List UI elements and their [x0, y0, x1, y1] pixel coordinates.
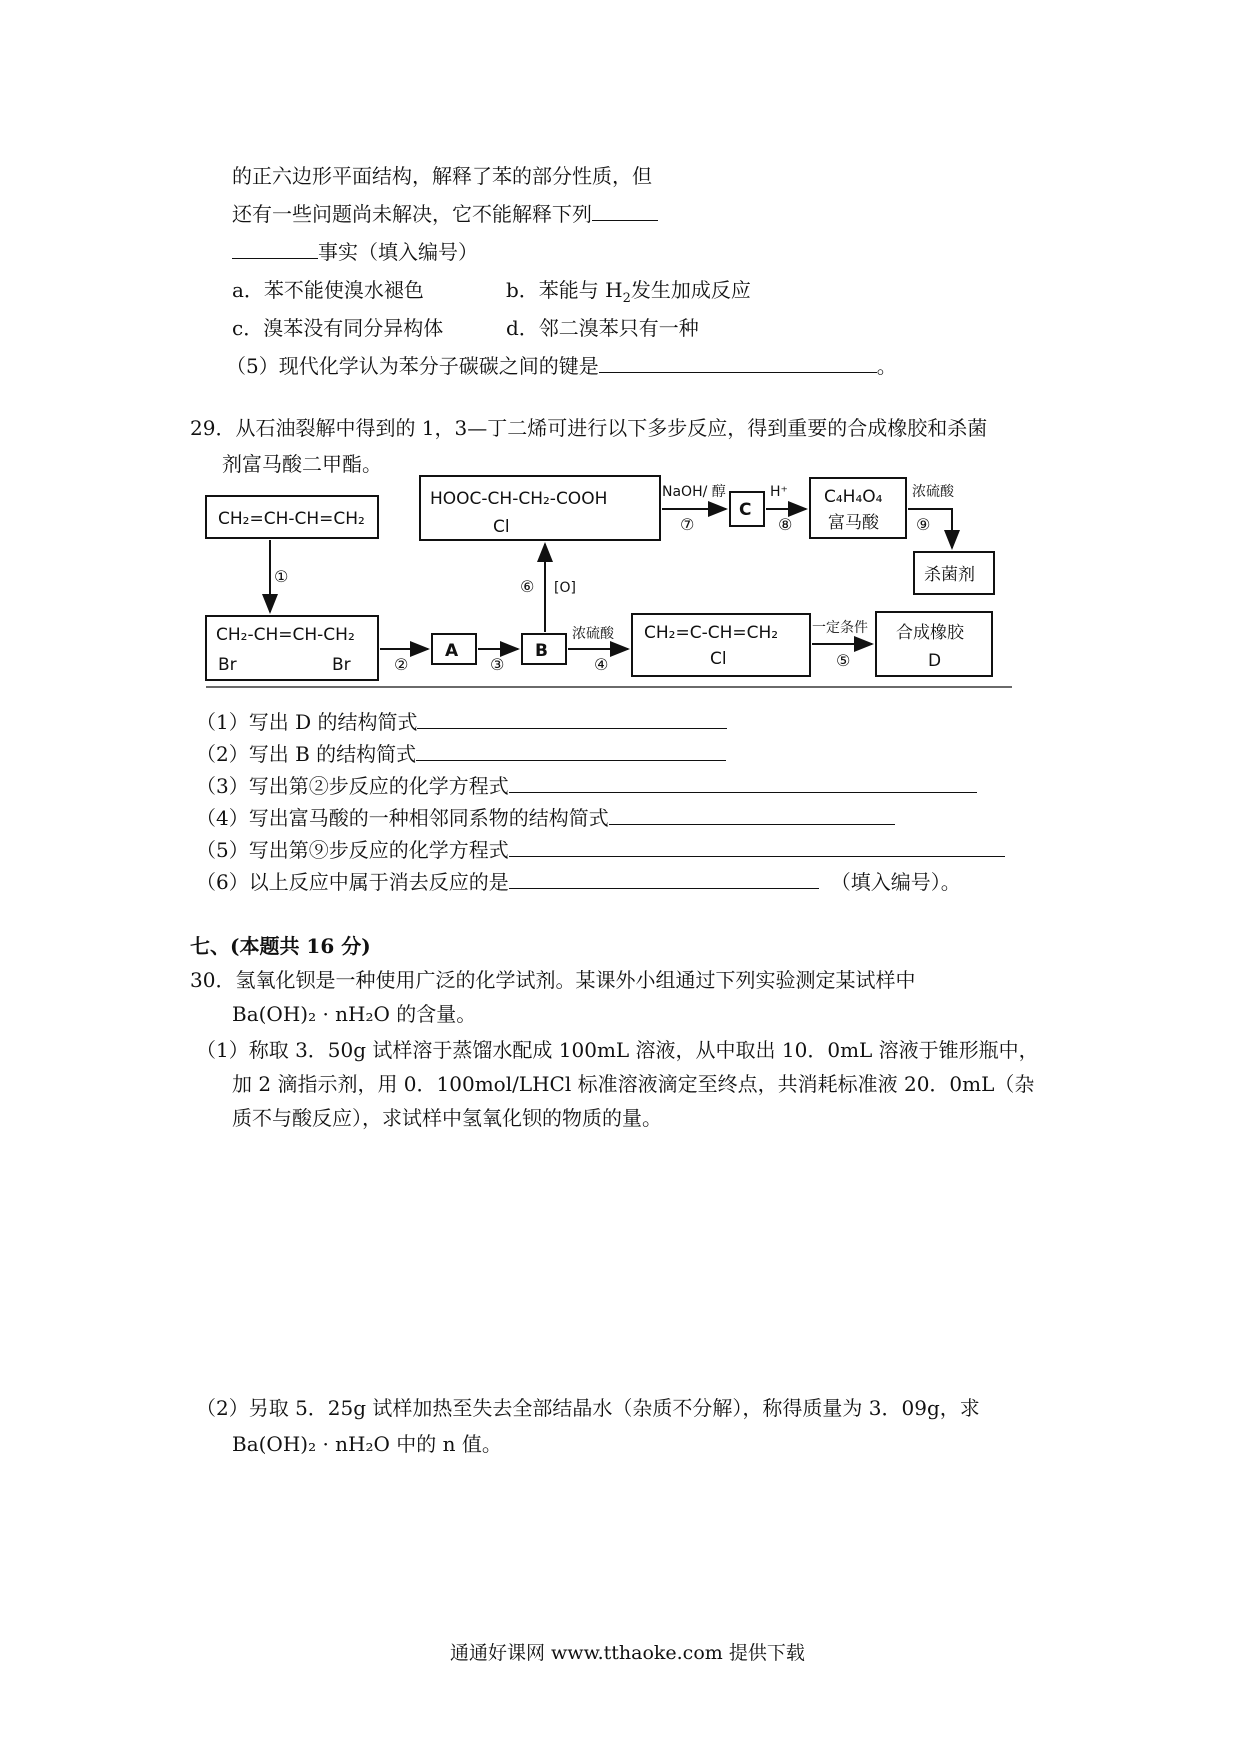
q29-sub6-text: （6）以上反应中属于消去反应的是 [196, 870, 509, 894]
q28-option-b: b．苯能与 $H_2$发生加成反应 [506, 278, 751, 306]
cond-h: H⁺ [770, 484, 788, 500]
step6-label: ⑥ [520, 577, 535, 596]
q30-intro-line2: Ba(OH)₂ · nH₂O 的含量。 [232, 1002, 477, 1026]
q30-part2-line2: Ba(OH)₂ · nH₂O 中的 n 值。 [232, 1432, 502, 1456]
chloro-acid-formula: HOOC-CH-CH₂-COOH [430, 489, 608, 509]
dibromo-formula: CH₂-CH=CH-CH₂ [216, 625, 355, 645]
answer-blank[interactable] [509, 834, 1005, 857]
q29-sub1-text: （1）写出 D 的结构简式 [196, 710, 418, 734]
q30-part2-line1: （2）另取 5．25g 试样加热至失去全部结晶水（杂质不分解），称得质量为 3．09g，求 [196, 1396, 980, 1420]
q29-sub5-text: （5）写出第⑨步反应的化学方程式 [196, 838, 509, 862]
q28-sub5-text: （5）现代化学认为苯分子碳碳之间的键是 [226, 354, 599, 378]
chloro-acid-cl: Cl [493, 517, 510, 537]
q28-line3 [232, 236, 478, 265]
step4-label: ④ [594, 655, 609, 674]
page-footer: 通通好课网 www.tthaoke.com 提供下载 [450, 1642, 805, 1664]
q28-option-d: d．邻二溴苯只有一种 [506, 316, 699, 340]
b-label: B [535, 641, 548, 661]
q29-sub6 [196, 866, 961, 895]
answer-blank[interactable] [416, 738, 726, 761]
dibromo-br1: Br [218, 655, 237, 675]
q28-line3-text: 事实（填入编号） [318, 240, 478, 264]
step8-label: ⑧ [778, 515, 793, 534]
answer-blank[interactable] [592, 198, 658, 221]
answer-blank[interactable] [509, 866, 819, 889]
step3-label: ③ [490, 655, 505, 674]
q29-sub3 [196, 770, 977, 799]
q30-part1-line3: 质不与酸反应），求试样中氢氧化钡的物质的量。 [232, 1106, 662, 1130]
q28-sub5 [226, 350, 897, 379]
q28-option-a: a．苯不能使溴水褪色 [232, 278, 424, 302]
q29-sub4 [196, 802, 895, 831]
dibromo-br2: Br [332, 655, 351, 675]
step7-label: ⑦ [680, 515, 695, 534]
cond-h2so4-4: 浓硫酸 [572, 626, 614, 642]
step2-label: ② [394, 655, 409, 674]
a-label: A [445, 641, 459, 661]
q29-sub4-text: （4）写出富马酸的一种相邻同系物的结构简式 [196, 806, 609, 830]
q28-sub5-end: 。 [876, 354, 897, 378]
q29-sub2-text: （2）写出 B 的结构简式 [196, 742, 417, 766]
cond-certain: 一定条件 [812, 620, 868, 636]
q28-option-c: c．溴苯没有同分异构体 [232, 316, 444, 340]
q28-option-b-post: 发生加成反应 [630, 278, 751, 302]
q30-intro-line1: 30．氢氧化钡是一种使用广泛的化学试剂。某课外小组通过下列实验测定某试样中 [190, 968, 916, 992]
cond-oxidation: [O] [554, 580, 576, 596]
step1-label: ① [274, 567, 289, 586]
q29-intro-line1: 29．从石油裂解中得到的 1，3—丁二烯可进行以下多步反应，得到重要的合成橡胶和杀菌 [190, 416, 988, 440]
reaction-scheme-diagram [200, 472, 1020, 694]
q30-part1-line2: 加 2 滴指示剂，用 0．100mol/LHCl 标准溶液滴定至终点，共消耗标准液 20．0mL（杂 [232, 1072, 1035, 1096]
rubber-d: D [928, 651, 942, 671]
q28-option-b-pre: b．苯能与 H [506, 278, 623, 302]
fumaric-name: 富马酸 [828, 513, 879, 533]
cond-naoh: NaOH/ 醇 [662, 484, 726, 500]
q28-line2 [232, 198, 658, 227]
answer-blank[interactable] [417, 706, 727, 729]
q28-line1: 的正六边形平面结构，解释了苯的部分性质，但 [232, 164, 652, 188]
cond-h2so4-9: 浓硫酸 [912, 484, 954, 500]
answer-blank[interactable] [609, 802, 895, 825]
step5-label: ⑤ [836, 651, 851, 670]
fumaric-formula: C₄H₄O₄ [824, 487, 883, 507]
q29-sub6-end: （填入编号）。 [830, 870, 961, 894]
fungicide-label: 杀菌剂 [924, 565, 975, 585]
answer-blank[interactable] [232, 236, 318, 259]
step9-label: ⑨ [916, 515, 931, 534]
q29-sub5 [196, 834, 1005, 863]
butadiene-formula: CH₂=CH-CH=CH₂ [218, 509, 365, 529]
q29-sub2 [196, 738, 726, 767]
chloroprene-cl: Cl [710, 649, 727, 669]
q28-line2-text: 还有一些问题尚未解决，它不能解释下列 [232, 202, 592, 226]
q29-sub3-text: （3）写出第②步反应的化学方程式 [196, 774, 509, 798]
section-heading: 七、(本题共 16 分) [190, 934, 371, 958]
rubber-name: 合成橡胶 [896, 623, 964, 643]
c-label: C [739, 500, 752, 520]
answer-blank[interactable] [599, 350, 877, 373]
q29-intro-line2: 剂富马酸二甲酯。 [222, 452, 382, 476]
q30-part1-line1: （1）称取 3．50g 试样溶于蒸馏水配成 100mL 溶液，从中取出 10．0mL 溶液于锥形瓶中， [196, 1038, 1039, 1062]
answer-blank[interactable] [509, 770, 977, 793]
q29-sub1 [196, 706, 727, 735]
chloroprene-formula: CH₂=C-CH=CH₂ [644, 623, 779, 643]
